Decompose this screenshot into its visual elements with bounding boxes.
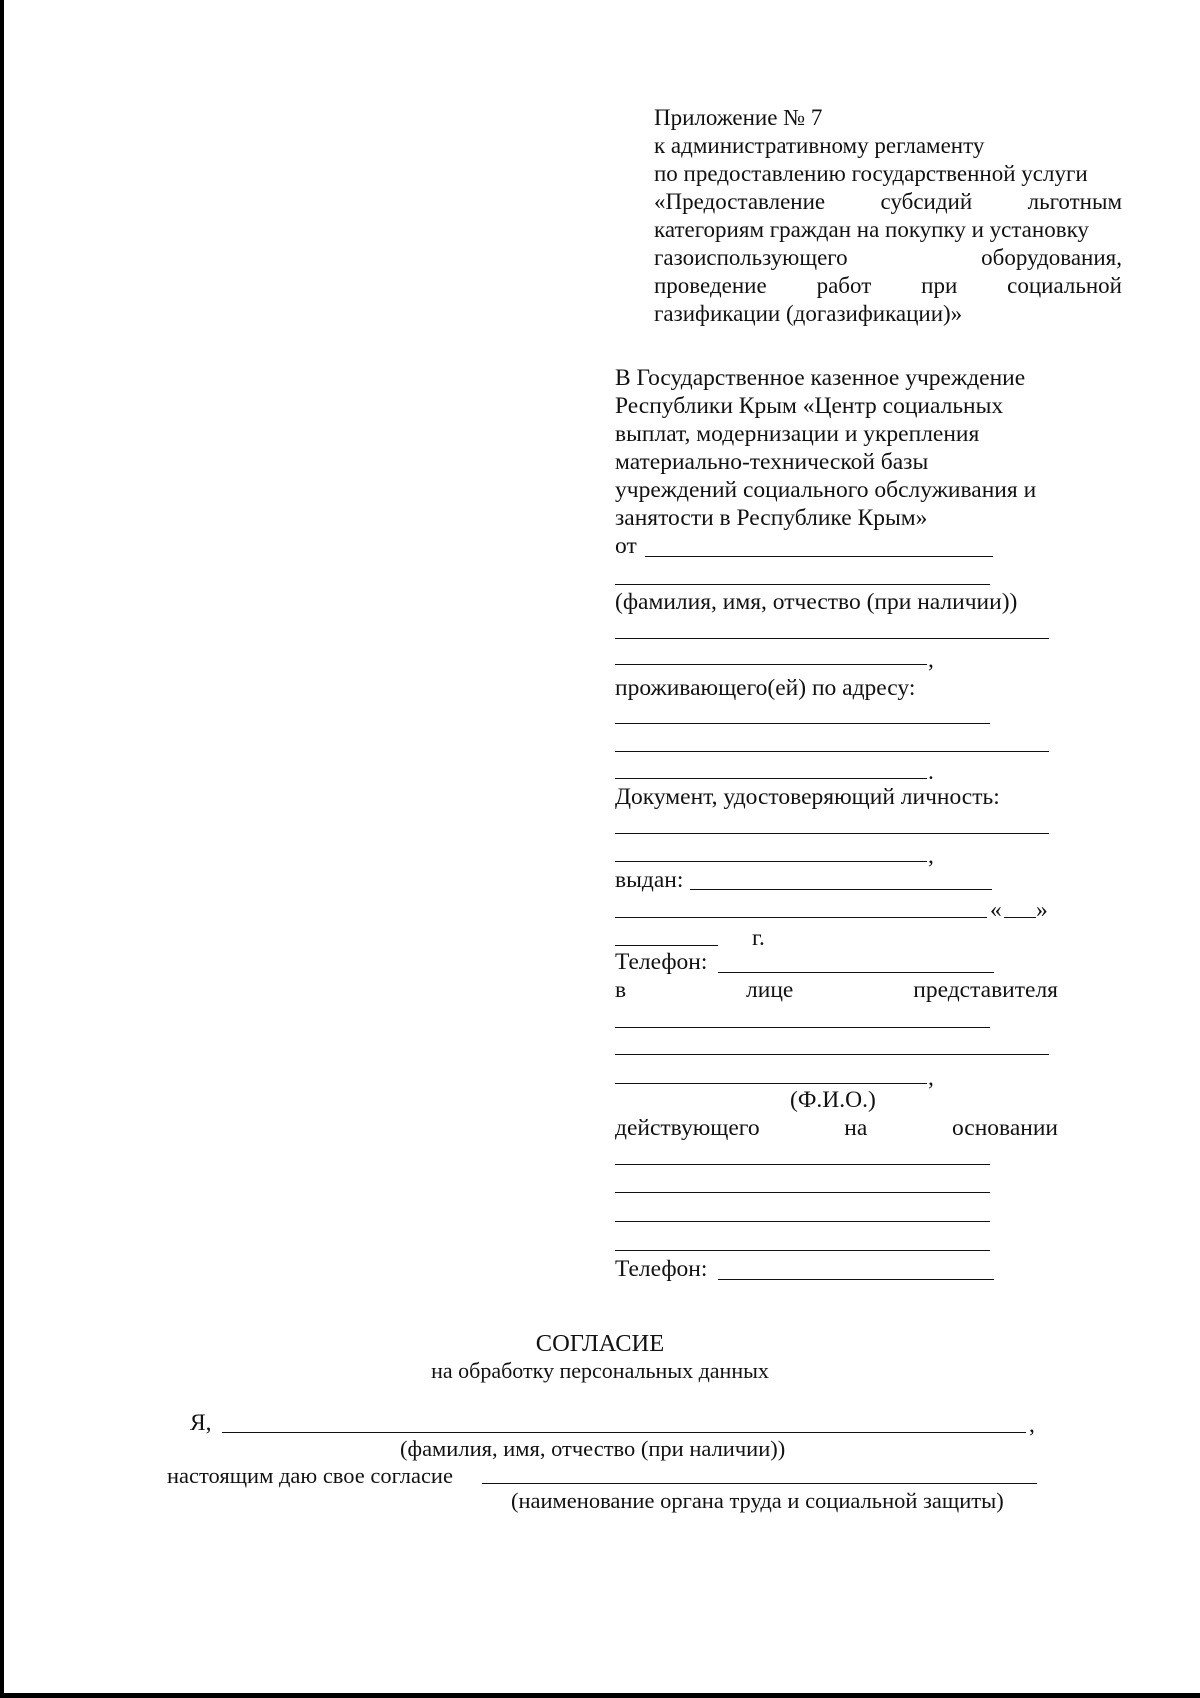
- comma: ,: [928, 843, 934, 869]
- address-label: проживающего(ей) по адресу:: [615, 675, 916, 701]
- rep-word: представителя: [913, 977, 1058, 1003]
- comma: ,: [928, 1065, 934, 1091]
- representative-field-2[interactable]: [615, 1054, 1049, 1055]
- address-field-1[interactable]: [615, 723, 990, 724]
- acting-basis-line: [615, 1114, 1058, 1142]
- representative-field-1[interactable]: [615, 1027, 990, 1028]
- page-left-edge: [0, 0, 4, 1698]
- id-doc-label: Документ, удостоверяющий личность:: [615, 784, 1000, 810]
- appendix-line: проведение работ при социальной: [654, 273, 1122, 298]
- consent-fio-field[interactable]: [222, 1432, 1026, 1433]
- fio-hint: (фамилия, имя, отчество (при наличии)): [615, 589, 1018, 615]
- addressee-line: учреждений социального обслуживания и: [615, 477, 1037, 503]
- appendix-line: газоиспользующего оборудования,: [654, 245, 1122, 270]
- issue-year-field[interactable]: [615, 945, 718, 946]
- acting-word: на: [844, 1115, 868, 1141]
- addressee-line: В Государственное казенное учреждение: [615, 365, 1026, 391]
- phone-field-2[interactable]: [718, 1279, 994, 1280]
- appendix-line: по предоставлению государственной услуги: [654, 161, 1088, 186]
- id-doc-field-1[interactable]: [615, 833, 1049, 834]
- consent-subtitle: на обработку персональных данных: [431, 1358, 769, 1383]
- comma: ,: [928, 647, 934, 673]
- phone-field[interactable]: [718, 972, 994, 973]
- comma: ,: [1029, 1412, 1035, 1438]
- representative-field-3[interactable]: [615, 1083, 927, 1084]
- fio-field[interactable]: [615, 638, 1049, 639]
- phone-label-2: Телефон:: [615, 1256, 708, 1282]
- id-doc-field-2[interactable]: [615, 861, 927, 862]
- appendix-line: категориям граждан на покупку и установку: [654, 217, 1089, 242]
- addressee-line: выплат, модернизации и укрепления: [615, 421, 980, 447]
- phone-label: Телефон:: [615, 949, 708, 975]
- appendix-line: газификации (догазификации)»: [654, 301, 963, 326]
- issued-label: выдан:: [615, 867, 684, 893]
- basis-field-3[interactable]: [615, 1221, 990, 1222]
- page-bottom-edge: [0, 1693, 1200, 1698]
- fio-field-2[interactable]: [615, 664, 927, 665]
- i-label: Я,: [190, 1410, 212, 1436]
- consent-title: СОГЛАСИЕ: [535, 1330, 665, 1357]
- addressee-line: занятости в Республике Крым»: [615, 505, 928, 531]
- appendix-header: [654, 104, 1122, 328]
- year-suffix: г.: [752, 925, 765, 951]
- consent-organ-field[interactable]: [482, 1483, 1037, 1484]
- from-name-field-2[interactable]: [615, 584, 990, 585]
- addressee-line: материально-технической базы: [615, 449, 929, 475]
- from-name-field[interactable]: [645, 556, 993, 557]
- issued-by-field-2[interactable]: [615, 917, 987, 918]
- address-field-2[interactable]: [615, 751, 1049, 752]
- address-field-3[interactable]: [615, 778, 927, 779]
- fio-short-hint: (Ф.И.О.): [790, 1087, 876, 1113]
- quote-open: «: [990, 897, 1002, 923]
- issue-day-field[interactable]: [1004, 917, 1036, 918]
- basis-field-4[interactable]: [615, 1250, 990, 1251]
- addressee-block: [615, 364, 1036, 532]
- acting-word: действующего: [615, 1115, 760, 1141]
- period: .: [928, 759, 934, 785]
- issued-by-field[interactable]: [690, 889, 992, 890]
- appendix-line: «Предоставление субсидий льготным: [654, 189, 1122, 214]
- representative-line: [615, 976, 1058, 1004]
- consent-fio-hint: (фамилия, имя, отчество (при наличии)): [400, 1436, 786, 1461]
- consent-organ-hint: (наименование органа труда и социальной защиты): [511, 1488, 1004, 1513]
- quote-close: »: [1036, 897, 1048, 923]
- appendix-line: к административному регламенту: [654, 133, 985, 158]
- basis-field-2[interactable]: [615, 1192, 990, 1193]
- basis-field-1[interactable]: [615, 1164, 990, 1165]
- consent-text: настоящим даю свое согласие: [167, 1463, 453, 1488]
- rep-word: в: [615, 977, 627, 1003]
- acting-word: основании: [951, 1115, 1058, 1141]
- addressee-line: Республики Крым «Центр социальных: [615, 393, 1004, 419]
- rep-word: лице: [746, 977, 794, 1003]
- appendix-line: Приложение № 7: [654, 105, 823, 130]
- from-label: от: [615, 533, 637, 559]
